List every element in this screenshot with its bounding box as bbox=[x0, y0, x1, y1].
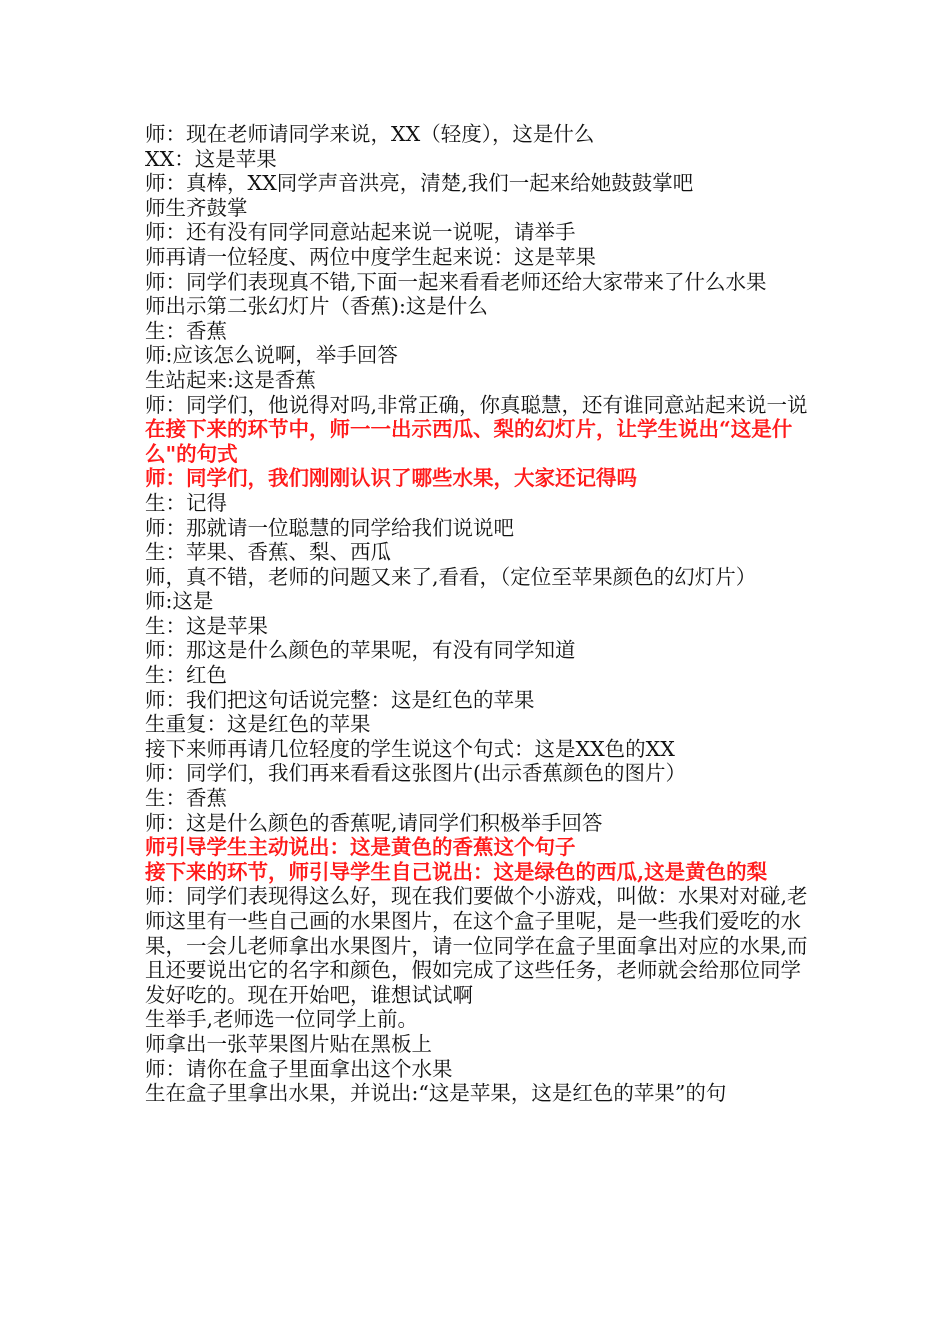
text-line: 师：那这是什么颜色的苹果呢，有没有同学知道 bbox=[145, 638, 576, 663]
text-line: 生：红色 bbox=[145, 663, 227, 688]
highlighted-instruction: 师：同学们，我们刚刚认识了哪些水果，大家还记得吗 bbox=[145, 466, 637, 491]
text-line: 生在盒子里拿出水果，并说出:“这是苹果，这是红色的苹果”的句 bbox=[145, 1081, 727, 1106]
text-line: 师：请你在盒子里面拿出这个水果 bbox=[145, 1056, 453, 1081]
text-line: 生举手,老师选一位同学上前。 bbox=[145, 1007, 419, 1032]
text-line: 师：那就请一位聪慧的同学给我们说说吧 bbox=[145, 515, 514, 540]
text-line: 师:应该怎么说啊，举手回答 bbox=[145, 343, 398, 368]
text-line: 师：真棒，XX同学声音洪亮，清楚,我们一起来给她鼓鼓掌吧 bbox=[145, 171, 694, 196]
text-line: 师拿出一张苹果图片贴在黑板上 bbox=[145, 1031, 432, 1056]
text-line: 师：这是什么颜色的香蕉呢,请同学们积极举手回答 bbox=[145, 810, 603, 835]
text-line: 师:这是 bbox=[145, 589, 214, 614]
text-line: 师：还有没有同学同意站起来说一说呢，请举手 bbox=[145, 220, 576, 245]
text-line: 生：苹果、香蕉、梨、西瓜 bbox=[145, 540, 391, 565]
text-line: 生：香蕉 bbox=[145, 786, 227, 811]
text-line: 师生齐鼓掌 bbox=[145, 195, 248, 220]
text-line: 师：同学们，他说得对吗,非常正确，你真聪慧，还有谁同意站起来说一说 bbox=[145, 392, 808, 417]
text-line: 接下来师再请几位轻度的学生说这个句式：这是XX色的XX bbox=[145, 736, 675, 761]
text-line: 师：我们把这句话说完整：这是红色的苹果 bbox=[145, 687, 535, 712]
lesson-transcript bbox=[145, 122, 813, 1106]
text-line: 师出示第二张幻灯片（香蕉):这是什么 bbox=[145, 294, 488, 319]
text-line: 生站起来:这是香蕉 bbox=[145, 367, 316, 392]
text-line: 生：这是苹果 bbox=[145, 613, 268, 638]
text-paragraph: 师：同学们表现得这么好，现在我们要做个小游戏，叫做：水果对对碰,老师这里有一些自己画的水果图片，在这个盒子里呢，是一些我们爱吃的水果，一会儿老师拿出水果图片，请一位同学在盒子里面拿出对应的水果,而且还要说出它的名字和颜色，假如完成了这些任务，老师就会给那位同学发好吃的。现在开始吧，谁想试试啊 bbox=[145, 884, 808, 1007]
text-line: 生：记得 bbox=[145, 490, 227, 515]
text-line: 师，真不错，老师的问题又来了,看看，（定位至苹果颜色的幻灯片） bbox=[145, 564, 757, 589]
text-line: 生：香蕉 bbox=[145, 318, 227, 343]
text-line: 师：同学们表现真不错,下面一起来看看老师还给大家带来了什么水果 bbox=[145, 269, 767, 294]
text-line: XX：这是苹果 bbox=[145, 146, 277, 171]
text-line: 师：现在老师请同学来说，XX（轻度），这是什么 bbox=[145, 122, 595, 146]
text-line: 师：同学们，我们再来看看这张图片(出示香蕉颜色的图片） bbox=[145, 761, 686, 786]
text-line: 师再请一位轻度、两位中度学生起来说：这是苹果 bbox=[145, 244, 596, 269]
highlighted-instruction: 接下来的环节，师引导学生自己说出：这是绿色的西瓜,这是黄色的梨 bbox=[145, 859, 768, 884]
text-line: 生重复：这是红色的苹果 bbox=[145, 712, 371, 737]
highlighted-instruction: 在接下来的环节中，师一一出示西瓜、梨的幻灯片，让学生说出“这是什么"的句式 bbox=[145, 417, 793, 466]
highlighted-instruction: 师引导学生主动说出：这是黄色的香蕉这个句子 bbox=[145, 835, 576, 860]
